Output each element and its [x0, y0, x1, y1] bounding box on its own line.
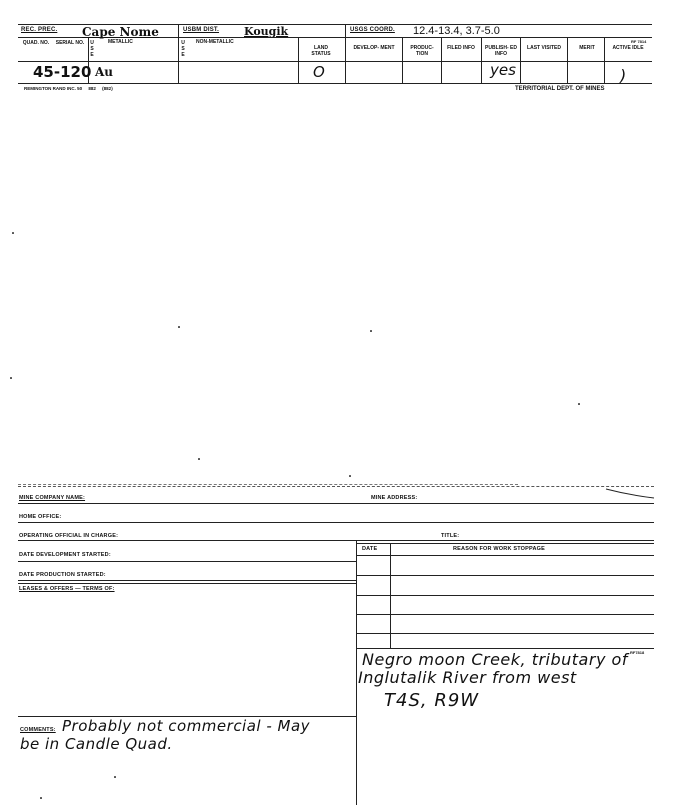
- operating-official-label: OPERATING OFFICIAL IN CHARGE:: [19, 533, 119, 539]
- home-office-label: HOME OFFICE:: [19, 514, 62, 520]
- row-rule: [18, 580, 356, 581]
- speck: [578, 403, 580, 405]
- land-status-value: O: [313, 63, 325, 81]
- speck: [178, 326, 180, 328]
- metallic-value: Au: [95, 65, 114, 79]
- date-development-label: DATE DEVELOPMENT STARTED:: [19, 552, 111, 558]
- speck: [10, 377, 12, 379]
- col-serial-no: SERIAL NO.: [55, 40, 85, 46]
- row-rule: [356, 595, 654, 596]
- divider: [567, 37, 568, 83]
- title-label: TITLE:: [441, 533, 460, 539]
- row-rule: [356, 648, 654, 649]
- divider: [481, 37, 482, 83]
- values-top-rule: [18, 61, 652, 62]
- reason-col-header: REASON FOR WORK STOPPAGE: [453, 546, 545, 552]
- divider: [604, 37, 605, 83]
- row-rule: [356, 633, 654, 634]
- row-rule: [18, 540, 654, 541]
- row-rule: [356, 575, 654, 576]
- township-range-note: T4S, R9W: [384, 690, 480, 711]
- date-col-divider: [390, 543, 391, 648]
- col-development: DEVELOP- MENT: [353, 45, 395, 51]
- speck: [40, 797, 42, 799]
- divider: [402, 37, 403, 83]
- col-land-status: LAND STATUS: [311, 45, 331, 57]
- location-note-line-1: Negro moon Creek, tributary of: [362, 650, 628, 669]
- col-last-visited: LAST VISITED: [527, 45, 561, 51]
- dept-imprint: TERRITORIAL DEPT. OF MINES: [515, 86, 605, 92]
- speck: [114, 776, 116, 778]
- row-rule: [356, 555, 654, 556]
- leases-label: LEASES & OFFERS — TERMS OF:: [19, 586, 115, 592]
- col-use-metallic: U S E: [90, 40, 94, 58]
- usbm-dist-label: USBM DIST.: [183, 27, 220, 33]
- comments-line-1: Probably not commercial - May: [62, 717, 311, 735]
- row-rule: [356, 543, 654, 544]
- usgs-coord-label: USGS COORD.: [350, 27, 395, 33]
- lower-top-dashed-2: [18, 486, 654, 487]
- row-rule: [18, 522, 654, 523]
- published-info-value: yes: [490, 61, 516, 79]
- date-production-label: DATE PRODUCTION STARTED:: [19, 572, 106, 578]
- rec-prec-label: REC. PREC.: [21, 27, 58, 33]
- row-rule: [18, 503, 654, 504]
- mine-address-label: MINE ADDRESS:: [371, 495, 418, 501]
- usbm-dist-value: Kougik: [244, 25, 289, 38]
- comments-line-2: be in Candle Quad.: [20, 735, 173, 753]
- active-idle-mark: ): [620, 66, 627, 85]
- quad-serial-value: 45-120: [33, 63, 92, 81]
- row-rule: [18, 561, 356, 562]
- col-filed-info: FILED INFO: [447, 45, 475, 51]
- divider: [520, 37, 521, 83]
- speck: [349, 475, 351, 477]
- printer-imprint: REMINGTON RAND INC. 50 882 (882): [24, 86, 113, 91]
- col-use-nonmetallic: U S E: [181, 40, 185, 58]
- divider: [441, 37, 442, 83]
- comments-label: COMMENTS:: [20, 727, 56, 733]
- center-divider: [356, 541, 357, 805]
- speck: [370, 330, 372, 332]
- pen-stroke: [604, 487, 656, 501]
- col-merit: MERIT: [579, 45, 595, 51]
- speck: [12, 232, 14, 234]
- divider: [178, 24, 179, 83]
- row-rule: [356, 614, 654, 615]
- col-production: PRODUC- TION: [410, 45, 434, 57]
- small-form-code: RF7818: [630, 650, 645, 655]
- divider: [298, 37, 299, 83]
- col-metallic: METALLIC: [108, 39, 133, 45]
- rec-prec-value: Cape Nome: [82, 25, 159, 39]
- bottom-rule: [18, 83, 652, 84]
- divider: [345, 24, 346, 83]
- lower-top-dashed: [18, 484, 518, 485]
- speck: [198, 458, 200, 460]
- usgs-coord-value: 12.4-13.4, 3.7-5.0: [413, 25, 500, 37]
- col-active-idle: ACTIVE IDLE: [612, 45, 644, 51]
- form-code: RF 7814: [631, 39, 647, 44]
- col-quad-no: QUAD. NO.: [22, 40, 50, 46]
- col-non-metallic: NON-METALLIC: [196, 39, 234, 45]
- col-published-info: PUBLISH- ED INFO: [485, 45, 517, 57]
- mine-company-label: MINE COMPANY NAME:: [19, 495, 86, 501]
- date-col-header: DATE: [362, 546, 378, 552]
- row-rule: [18, 583, 356, 584]
- location-note-line-2: Inglutalik River from west: [358, 668, 577, 687]
